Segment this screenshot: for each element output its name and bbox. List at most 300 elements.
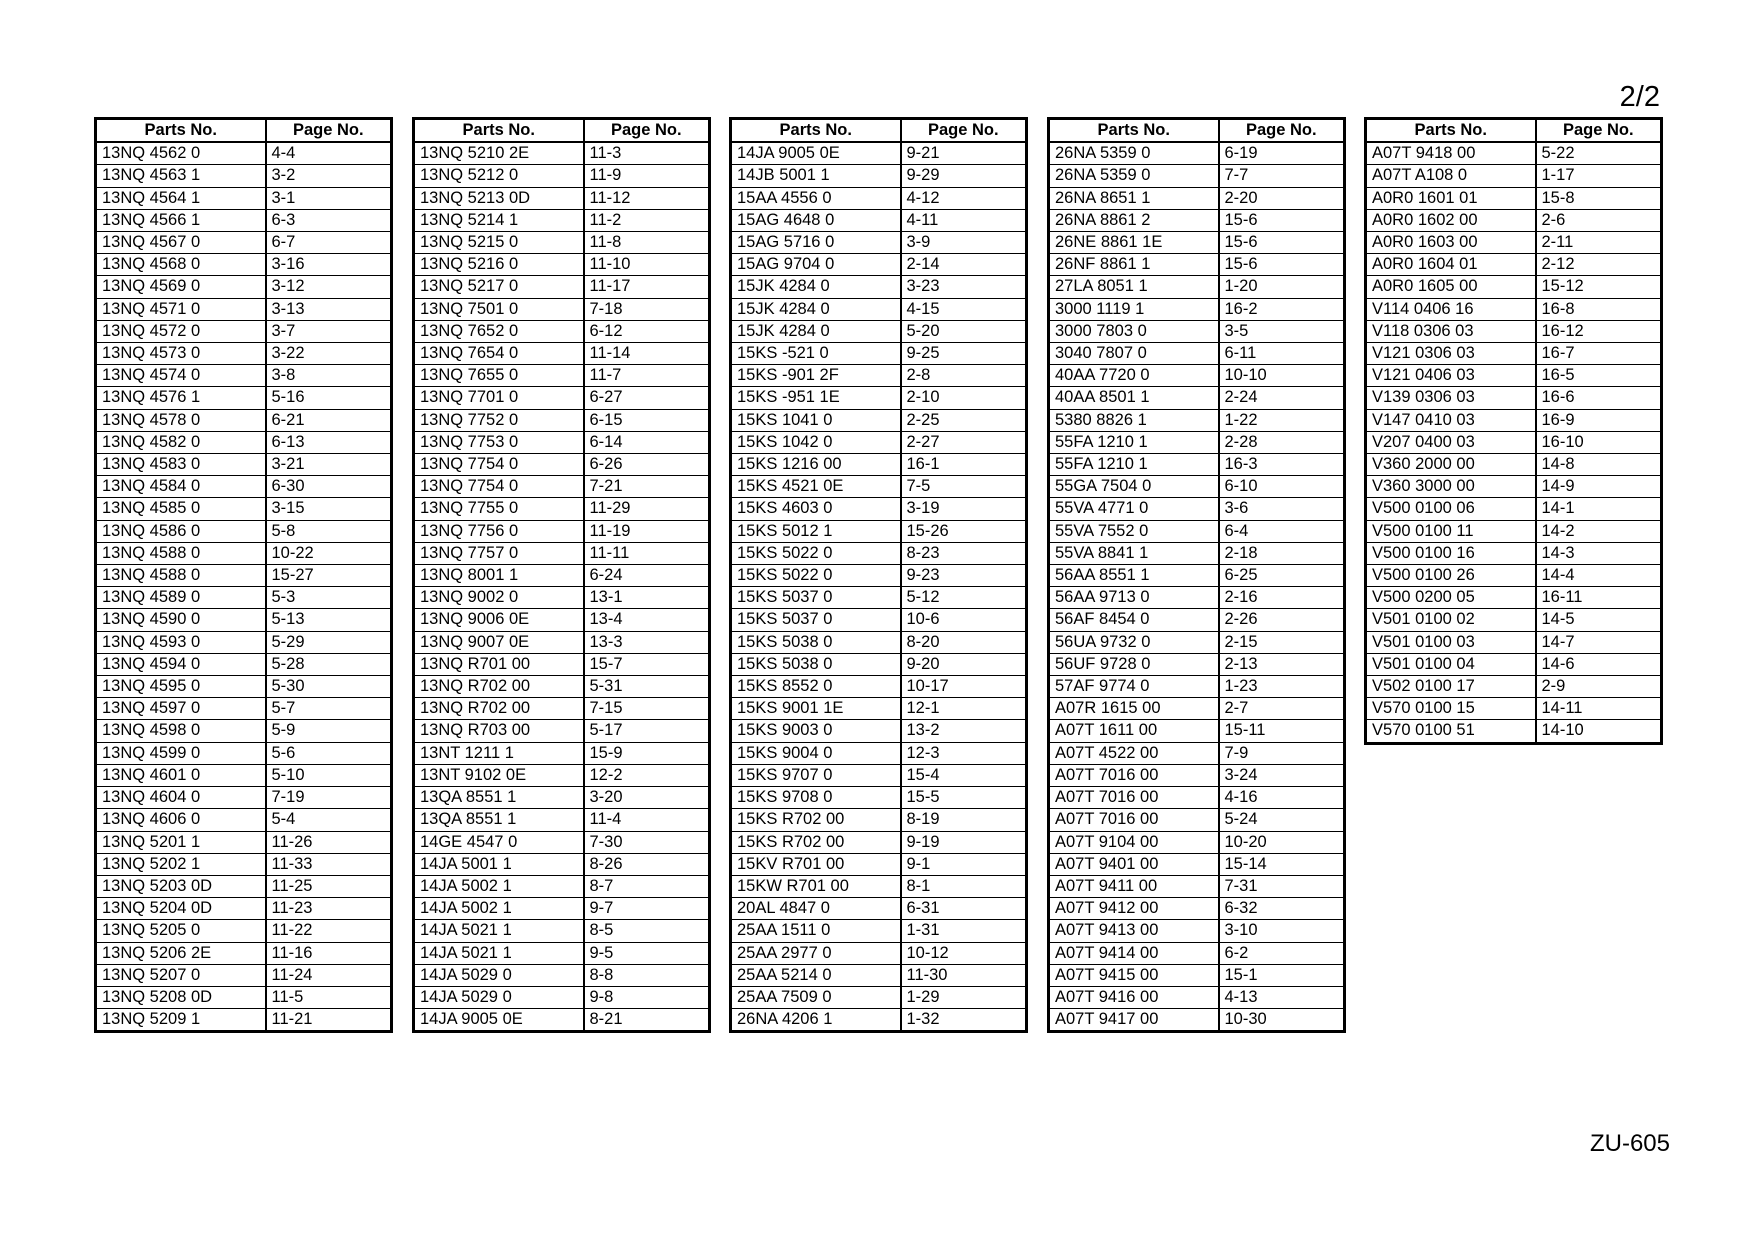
part-number-cell: 13NQ 4586 0 xyxy=(96,520,266,542)
page-number-cell: 5-12 xyxy=(901,587,1027,609)
page-number-cell: 2-24 xyxy=(1219,387,1345,409)
part-number-cell: 15KS 4603 0 xyxy=(731,498,901,520)
page-number-cell: 2-15 xyxy=(1219,631,1345,653)
part-number-cell: 13NQ 7753 0 xyxy=(414,431,584,453)
table-row xyxy=(96,565,392,587)
page-number-cell: 2-7 xyxy=(1219,698,1345,720)
part-number-cell: A0R0 1605 00 xyxy=(1366,276,1536,298)
part-number-cell: 13NT 1211 1 xyxy=(414,742,584,764)
part-number-cell: 13NQ R702 00 xyxy=(414,676,584,698)
table-row xyxy=(96,676,392,698)
part-number-cell: 15KS 5022 0 xyxy=(731,542,901,564)
page-number-cell: 5-9 xyxy=(266,720,392,742)
table-row xyxy=(1049,920,1345,942)
part-number-cell: V360 3000 00 xyxy=(1366,476,1536,498)
part-number-cell: 26NE 8861 1E xyxy=(1049,232,1219,254)
part-number-cell: A07T 9411 00 xyxy=(1049,875,1219,897)
table-row xyxy=(96,831,392,853)
page-number-cell: 9-20 xyxy=(901,653,1027,675)
page-number-cell: 14-1 xyxy=(1536,498,1662,520)
part-number-cell: A07T 9418 00 xyxy=(1366,142,1536,165)
table-row xyxy=(414,409,710,431)
part-number-cell: 40AA 8501 1 xyxy=(1049,387,1219,409)
table-row xyxy=(1049,631,1345,653)
page-number-cell: 3-1 xyxy=(266,187,392,209)
part-number-cell: 15KS 5012 1 xyxy=(731,520,901,542)
table-row xyxy=(414,232,710,254)
page-number-cell: 10-22 xyxy=(266,542,392,564)
page-number-cell: 6-15 xyxy=(584,409,710,431)
part-number-cell: V500 0100 26 xyxy=(1366,565,1536,587)
part-number-cell: 56AA 9713 0 xyxy=(1049,587,1219,609)
part-number-cell: 15KS 4521 0E xyxy=(731,476,901,498)
part-number-cell: V360 2000 00 xyxy=(1366,454,1536,476)
page-number-cell: 15-11 xyxy=(1219,720,1345,742)
part-number-cell: 3000 7803 0 xyxy=(1049,320,1219,342)
table-row xyxy=(1366,387,1662,409)
page-number-cell: 11-16 xyxy=(266,942,392,964)
page-number-cell: 12-1 xyxy=(901,698,1027,720)
table-row xyxy=(96,165,392,187)
part-number-cell: V500 0100 06 xyxy=(1366,498,1536,520)
page-number-cell: 16-2 xyxy=(1219,298,1345,320)
part-number-cell: 13NQ 9006 0E xyxy=(414,609,584,631)
page-number-cell: 11-10 xyxy=(584,254,710,276)
table-row xyxy=(414,942,710,964)
table-row xyxy=(96,276,392,298)
page-number-cell: 13-4 xyxy=(584,609,710,631)
table-row xyxy=(96,409,392,431)
page-number-cell: 6-14 xyxy=(584,431,710,453)
table-row xyxy=(1049,565,1345,587)
table-row xyxy=(414,875,710,897)
page-number-cell: 15-5 xyxy=(901,787,1027,809)
page-number-cell: 8-26 xyxy=(584,853,710,875)
page-number-cell: 7-5 xyxy=(901,476,1027,498)
table-row xyxy=(414,653,710,675)
page-number-cell: 14-7 xyxy=(1536,631,1662,653)
table-row xyxy=(731,986,1027,1008)
parts-index-table-4 xyxy=(1047,117,1346,1033)
parts-index-table-2 xyxy=(412,117,711,1033)
page-number-cell: 8-19 xyxy=(901,809,1027,831)
page-number-cell: 16-8 xyxy=(1536,298,1662,320)
part-number-cell: 13NQ 4595 0 xyxy=(96,676,266,698)
part-number-cell: 13NQ 4606 0 xyxy=(96,809,266,831)
table-row xyxy=(1049,209,1345,231)
table-row xyxy=(731,343,1027,365)
table-row xyxy=(96,986,392,1008)
page-number-cell: 1-20 xyxy=(1219,276,1345,298)
part-number-cell: V118 0306 03 xyxy=(1366,320,1536,342)
part-number-cell: 15KS 9001 1E xyxy=(731,698,901,720)
table-row xyxy=(1049,809,1345,831)
page-number-cell: 6-13 xyxy=(266,431,392,453)
table-row xyxy=(414,542,710,564)
table-row xyxy=(731,676,1027,698)
part-number-cell: 15KS -521 0 xyxy=(731,343,901,365)
page-number-cell: 4-15 xyxy=(901,298,1027,320)
table-row xyxy=(414,320,710,342)
table-row xyxy=(414,698,710,720)
page-number-cell: 7-19 xyxy=(266,787,392,809)
part-number-cell: A0R0 1602 00 xyxy=(1366,209,1536,231)
table-row xyxy=(414,676,710,698)
page-number-cell: 11-29 xyxy=(584,498,710,520)
page-number-cell: 13-1 xyxy=(584,587,710,609)
table-row xyxy=(1366,343,1662,365)
table-row xyxy=(1366,298,1662,320)
page-number-cell: 5-30 xyxy=(266,676,392,698)
table-row xyxy=(96,254,392,276)
part-number-cell: A07T 1611 00 xyxy=(1049,720,1219,742)
table-row xyxy=(96,365,392,387)
part-number-cell: 13NQ 5213 0D xyxy=(414,187,584,209)
part-number-cell: 13NQ 4569 0 xyxy=(96,276,266,298)
part-number-cell: 15AG 5716 0 xyxy=(731,232,901,254)
table-row xyxy=(731,720,1027,742)
page-number-cell: 6-11 xyxy=(1219,343,1345,365)
page-number-cell: 3-20 xyxy=(584,787,710,809)
page-number-cell: 2-9 xyxy=(1536,676,1662,698)
part-number-cell: 13NQ 5210 2E xyxy=(414,142,584,165)
table-row xyxy=(96,964,392,986)
parts-index-table-3 xyxy=(729,117,1028,1033)
part-number-cell: 13NQ 7755 0 xyxy=(414,498,584,520)
table-row xyxy=(96,609,392,631)
page-number-cell: 5-6 xyxy=(266,742,392,764)
part-number-cell: 13NQ 4563 1 xyxy=(96,165,266,187)
part-number-cell: 40AA 7720 0 xyxy=(1049,365,1219,387)
table-row xyxy=(1049,653,1345,675)
table-row xyxy=(96,232,392,254)
page-number-cell: 6-4 xyxy=(1219,520,1345,542)
table-row xyxy=(414,209,710,231)
table-row xyxy=(414,720,710,742)
part-number-cell: 15KS 5037 0 xyxy=(731,609,901,631)
page-number-cell: 6-25 xyxy=(1219,565,1345,587)
table-row xyxy=(96,653,392,675)
table-row xyxy=(1049,942,1345,964)
table-row xyxy=(414,454,710,476)
table-row xyxy=(1366,542,1662,564)
page-number-cell: 6-3 xyxy=(266,209,392,231)
table-row xyxy=(1049,409,1345,431)
part-number-cell: 15KS R702 00 xyxy=(731,831,901,853)
part-number-cell: 13NQ 5214 1 xyxy=(414,209,584,231)
table-row xyxy=(1049,609,1345,631)
table-row xyxy=(1049,853,1345,875)
page-number-cell: 1-23 xyxy=(1219,676,1345,698)
page-number-cell: 2-16 xyxy=(1219,587,1345,609)
table-row xyxy=(1049,298,1345,320)
page-number-cell: 11-11 xyxy=(584,542,710,564)
page-number-cell: 8-23 xyxy=(901,542,1027,564)
table-row xyxy=(1049,365,1345,387)
table-row xyxy=(414,187,710,209)
part-number-cell: 15KS 8552 0 xyxy=(731,676,901,698)
parts-no-header: Parts No. xyxy=(96,119,266,143)
page-number-cell: 5-8 xyxy=(266,520,392,542)
page-number-cell: 3-10 xyxy=(1219,920,1345,942)
table-row xyxy=(96,454,392,476)
part-number-cell: 56UF 9728 0 xyxy=(1049,653,1219,675)
part-number-cell: 13NQ R702 00 xyxy=(414,698,584,720)
table-row xyxy=(96,698,392,720)
table-row xyxy=(731,964,1027,986)
part-number-cell: 13NQ 4576 1 xyxy=(96,387,266,409)
table-row xyxy=(731,365,1027,387)
page-number-cell: 14-11 xyxy=(1536,698,1662,720)
page-number-cell: 11-3 xyxy=(584,142,710,165)
table-row xyxy=(414,787,710,809)
table-row xyxy=(731,542,1027,564)
table-row xyxy=(1366,609,1662,631)
page-number-cell: 10-6 xyxy=(901,609,1027,631)
part-number-cell: V501 0100 03 xyxy=(1366,631,1536,653)
page-number-cell: 15-6 xyxy=(1219,254,1345,276)
part-number-cell: 13NQ 4588 0 xyxy=(96,565,266,587)
table-row xyxy=(96,764,392,786)
part-number-cell: 13NQ R701 00 xyxy=(414,653,584,675)
page-number-cell: 3-23 xyxy=(901,276,1027,298)
table-row xyxy=(96,1009,392,1032)
part-number-cell: V207 0400 03 xyxy=(1366,431,1536,453)
page-number-cell: 3-21 xyxy=(266,454,392,476)
table-row xyxy=(414,165,710,187)
page-number-cell: 9-19 xyxy=(901,831,1027,853)
page-number-cell: 5-7 xyxy=(266,698,392,720)
part-number-cell: 13NQ 5207 0 xyxy=(96,964,266,986)
page-number-cell: 2-27 xyxy=(901,431,1027,453)
part-number-cell: A07T 9104 00 xyxy=(1049,831,1219,853)
part-number-cell: V500 0100 11 xyxy=(1366,520,1536,542)
table-row xyxy=(414,920,710,942)
table-row xyxy=(731,609,1027,631)
table-row xyxy=(731,276,1027,298)
table-row xyxy=(96,875,392,897)
parts-no-header: Parts No. xyxy=(1366,119,1536,143)
page-number-cell: 8-7 xyxy=(584,875,710,897)
page-number-cell: 3-5 xyxy=(1219,320,1345,342)
parts-index-table-5 xyxy=(1364,117,1663,745)
page-number-cell: 8-5 xyxy=(584,920,710,942)
part-number-cell: V500 0200 05 xyxy=(1366,587,1536,609)
table-row xyxy=(1049,165,1345,187)
page-number-cell: 6-19 xyxy=(1219,142,1345,165)
table-row xyxy=(731,498,1027,520)
page-number-cell: 10-12 xyxy=(901,942,1027,964)
page-number-cell: 6-21 xyxy=(266,409,392,431)
page-number-cell: 11-19 xyxy=(584,520,710,542)
page-number-cell: 7-7 xyxy=(1219,165,1345,187)
part-number-cell: 15KS 5037 0 xyxy=(731,587,901,609)
part-number-cell: V121 0306 03 xyxy=(1366,343,1536,365)
part-number-cell: A07T 9415 00 xyxy=(1049,964,1219,986)
table-row xyxy=(731,920,1027,942)
table-row xyxy=(414,764,710,786)
part-number-cell: 15KS 1041 0 xyxy=(731,409,901,431)
part-number-cell: 14JA 9005 0E xyxy=(414,1009,584,1032)
part-number-cell: 26NA 5359 0 xyxy=(1049,165,1219,187)
table-row xyxy=(1049,387,1345,409)
part-number-cell: 13NQ 4604 0 xyxy=(96,787,266,809)
part-number-cell: 13NQ 4574 0 xyxy=(96,365,266,387)
part-number-cell: 13NQ 4582 0 xyxy=(96,431,266,453)
page-number-cell: 6-26 xyxy=(584,454,710,476)
table-row xyxy=(414,609,710,631)
part-number-cell: 15KS 9004 0 xyxy=(731,742,901,764)
part-number-cell: V114 0406 16 xyxy=(1366,298,1536,320)
table-row xyxy=(731,742,1027,764)
table-row xyxy=(1049,254,1345,276)
page-number-cell: 2-10 xyxy=(901,387,1027,409)
part-number-cell: 55FA 1210 1 xyxy=(1049,454,1219,476)
table-row xyxy=(414,387,710,409)
part-number-cell: 13NQ 5202 1 xyxy=(96,853,266,875)
table-row xyxy=(1049,676,1345,698)
part-number-cell: 15KS 5038 0 xyxy=(731,631,901,653)
table-row xyxy=(1366,187,1662,209)
page-number-cell: 13-2 xyxy=(901,720,1027,742)
page-number-cell: 2-6 xyxy=(1536,209,1662,231)
page-number-cell: 16-12 xyxy=(1536,320,1662,342)
page-number-cell: 15-27 xyxy=(266,565,392,587)
page-number-cell: 9-23 xyxy=(901,565,1027,587)
part-number-cell: 15AG 9704 0 xyxy=(731,254,901,276)
table-row xyxy=(96,942,392,964)
table-row xyxy=(1366,365,1662,387)
part-number-cell: 13NQ 4564 1 xyxy=(96,187,266,209)
page-number-cell: 16-1 xyxy=(901,454,1027,476)
table-row xyxy=(1366,565,1662,587)
table-row xyxy=(414,964,710,986)
page-number-cell: 1-32 xyxy=(901,1009,1027,1032)
part-number-cell: A07T 9416 00 xyxy=(1049,986,1219,1008)
part-number-cell: 15JK 4284 0 xyxy=(731,276,901,298)
table-row xyxy=(96,720,392,742)
page-number-cell: 11-9 xyxy=(584,165,710,187)
page-number-cell: 14-10 xyxy=(1536,720,1662,743)
table-row xyxy=(1366,476,1662,498)
table-row xyxy=(96,142,392,165)
table-row xyxy=(1049,875,1345,897)
table-row xyxy=(1366,720,1662,743)
table-row xyxy=(731,587,1027,609)
page-number-cell: 4-16 xyxy=(1219,787,1345,809)
table-row xyxy=(1366,276,1662,298)
table-row xyxy=(731,254,1027,276)
page-number-cell: 11-24 xyxy=(266,964,392,986)
table-row xyxy=(96,431,392,453)
part-number-cell: 3000 1119 1 xyxy=(1049,298,1219,320)
page-number-cell: 5-17 xyxy=(584,720,710,742)
table-row xyxy=(414,476,710,498)
table-row xyxy=(731,565,1027,587)
table-row xyxy=(96,787,392,809)
part-number-cell: A07T A108 0 xyxy=(1366,165,1536,187)
table-row xyxy=(96,343,392,365)
part-number-cell: 15KS 5022 0 xyxy=(731,565,901,587)
table-row xyxy=(96,298,392,320)
table-row xyxy=(731,387,1027,409)
table-row xyxy=(1049,454,1345,476)
page-number-cell: 1-17 xyxy=(1536,165,1662,187)
page-number-cell: 11-23 xyxy=(266,898,392,920)
page-number-cell: 15-4 xyxy=(901,764,1027,786)
page-number-cell: 2-26 xyxy=(1219,609,1345,631)
parts-no-header: Parts No. xyxy=(1049,119,1219,143)
table-row xyxy=(1049,787,1345,809)
part-number-cell: 15KW R701 00 xyxy=(731,875,901,897)
part-number-cell: 13NQ 7501 0 xyxy=(414,298,584,320)
page-number-cell: 11-5 xyxy=(266,986,392,1008)
page-number-cell: 1-22 xyxy=(1219,409,1345,431)
part-number-cell: 13NQ 4597 0 xyxy=(96,698,266,720)
page-number-cell: 8-1 xyxy=(901,875,1027,897)
page-number-cell: 14-3 xyxy=(1536,542,1662,564)
page-number-cell: 7-18 xyxy=(584,298,710,320)
page-number-cell: 3-15 xyxy=(266,498,392,520)
page-number-cell: 16-5 xyxy=(1536,365,1662,387)
page-number-cell: 14-8 xyxy=(1536,454,1662,476)
table-row xyxy=(414,142,710,165)
table-row xyxy=(414,365,710,387)
table-row xyxy=(1366,431,1662,453)
part-number-cell: 55VA 8841 1 xyxy=(1049,542,1219,564)
table-row xyxy=(96,387,392,409)
table-row xyxy=(96,542,392,564)
page-number-cell: 8-8 xyxy=(584,964,710,986)
table-row xyxy=(1049,542,1345,564)
page-number-cell: 15-8 xyxy=(1536,187,1662,209)
table-row xyxy=(414,276,710,298)
part-number-cell: 15KS 1216 00 xyxy=(731,454,901,476)
part-number-cell: 13NQ 4568 0 xyxy=(96,254,266,276)
page-number-cell: 9-7 xyxy=(584,898,710,920)
table-row xyxy=(731,209,1027,231)
table-row xyxy=(414,853,710,875)
page-no-header: Page No. xyxy=(901,119,1027,143)
page-number-cell: 4-12 xyxy=(901,187,1027,209)
table-row xyxy=(1049,232,1345,254)
part-number-cell: 13NQ R703 00 xyxy=(414,720,584,742)
table-row xyxy=(414,809,710,831)
page-number-cell: 4-4 xyxy=(266,142,392,165)
table-row xyxy=(731,631,1027,653)
page-number-cell: 9-29 xyxy=(901,165,1027,187)
table-row xyxy=(96,587,392,609)
part-number-cell: V570 0100 51 xyxy=(1366,720,1536,743)
page-number-cell: 5-4 xyxy=(266,809,392,831)
table-row xyxy=(731,187,1027,209)
table-row xyxy=(1049,142,1345,165)
table-row xyxy=(731,698,1027,720)
page-number-cell: 15-26 xyxy=(901,520,1027,542)
part-number-cell: 13NQ 4567 0 xyxy=(96,232,266,254)
part-number-cell: 55VA 4771 0 xyxy=(1049,498,1219,520)
table-row xyxy=(414,343,710,365)
page-number-cell: 15-12 xyxy=(1536,276,1662,298)
table-row xyxy=(731,853,1027,875)
page-number-cell: 12-2 xyxy=(584,764,710,786)
part-number-cell: A07T 4522 00 xyxy=(1049,742,1219,764)
page-number-cell: 5-22 xyxy=(1536,142,1662,165)
table-row xyxy=(1049,587,1345,609)
page-number-cell: 10-17 xyxy=(901,676,1027,698)
part-number-cell: V500 0100 16 xyxy=(1366,542,1536,564)
part-number-cell: 13NQ 4594 0 xyxy=(96,653,266,675)
